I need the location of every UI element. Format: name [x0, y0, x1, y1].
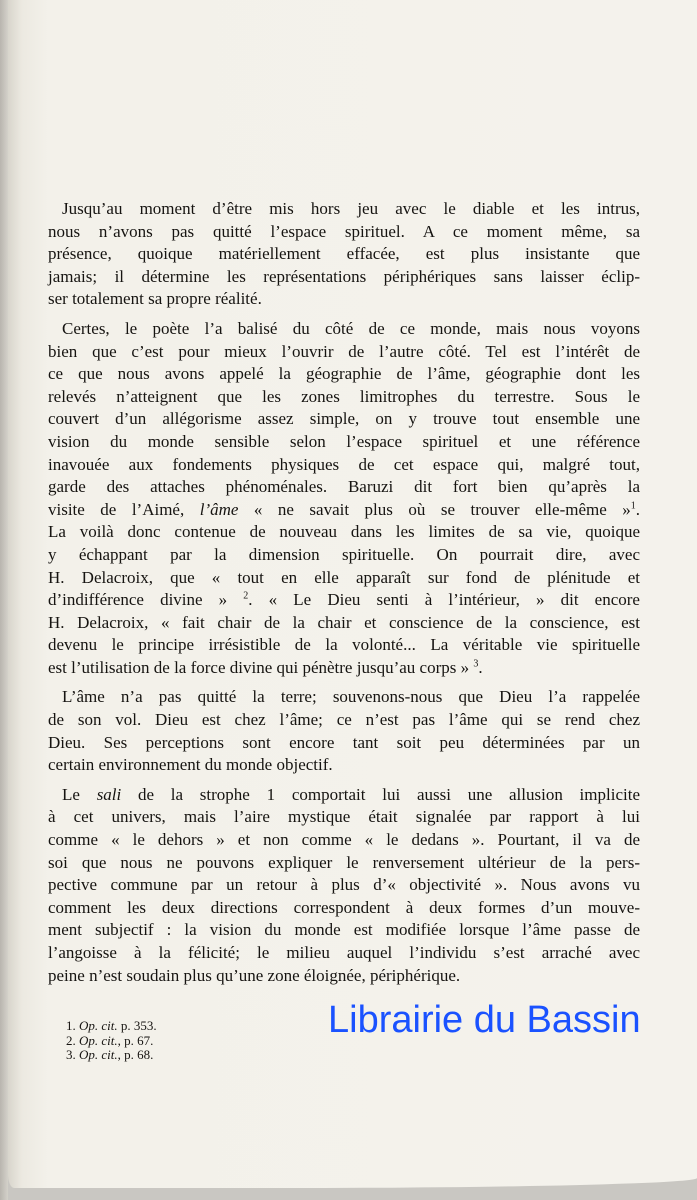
text-line [48, 521, 640, 544]
italic-text: Op. cit. [79, 1047, 118, 1063]
page-edge-shadow [0, 0, 8, 1200]
text-run: Certes, le poète l’a balisé du côté de ce monde, mais nous voyons [62, 318, 640, 338]
text-run: peine n’est soudain plus qu’une zone éloignée, périphérique. [48, 965, 461, 985]
text-line [48, 784, 640, 807]
footnote [66, 1048, 157, 1063]
text-line [48, 454, 640, 477]
paragraph-3 [48, 686, 640, 776]
footnote [66, 1019, 157, 1034]
text-line [48, 341, 640, 364]
text-line [48, 806, 640, 829]
text-run: comme « le dehors » et non comme « le dedans ». Pourtant, il va de [48, 830, 640, 850]
text-run: Le [62, 784, 97, 804]
text-line [48, 221, 640, 244]
text-line [48, 612, 640, 635]
text-run: Dieu. Ses perceptions sont encore tant soit peu déterminées par un [48, 732, 640, 752]
text-line [48, 897, 640, 920]
text-line [48, 476, 640, 499]
footnote-ref: 1 [630, 500, 636, 512]
text-run: nous n’avons pas quitté l’espace spirituel. A ce moment même, sa [48, 221, 640, 241]
text-run: ser totalement sa propre réalité. [48, 289, 262, 309]
text-run: « ne savait plus où se trouver elle-même » [238, 499, 631, 519]
text-line [48, 499, 640, 522]
paragraph-2 [48, 318, 640, 680]
text-run: inavouée aux fondements physiques de cet espace qui, malgré tout, [48, 454, 640, 474]
text-run: de son vol. Dieu est chez l’âme; ce n’est pas l’âme qui se rend chez [48, 710, 640, 730]
text-run: vision du monde sensible selon l’espace spirituel et une référence [48, 431, 640, 451]
text-run: à cet univers, mais l’aire mystique était signalée par rapport à lui [48, 807, 640, 827]
text-line [48, 544, 640, 567]
text-run: . [635, 499, 641, 519]
text-run: certain environnement du monde objectif. [48, 755, 333, 775]
text-run: . « Le Dieu senti à l’intérieur, » dit encore [248, 590, 640, 610]
text-run: 3. [66, 1047, 79, 1063]
text-line [48, 243, 640, 266]
text-run: pective commune par un retour à plus d’« objectivité ». Nous avons vu [48, 875, 640, 895]
text-run: soi que nous ne pouvons expliquer le renversement ultérieur de la pers- [48, 852, 640, 872]
text-line [48, 657, 640, 680]
text-run: couvert d’un allégorisme assez simple, on y trouve tout ensemble une [48, 409, 640, 429]
text-run: 1. [66, 1018, 79, 1033]
text-line [48, 634, 640, 657]
text-line [48, 431, 640, 454]
italic-text: Op. cit. [79, 1032, 118, 1048]
footnotes [66, 1019, 157, 1063]
italic-text: Op. cit. [79, 1018, 118, 1033]
text-run: garde des attaches phénoménales. Baruzi dit fort bien qu’après la [48, 477, 640, 497]
text-run: jamais; il détermine les représentations périphériques sans laisser éclip- [48, 266, 640, 286]
text-line [48, 363, 640, 386]
paragraph-4 [48, 784, 640, 987]
text-line [48, 874, 640, 897]
text-run: l’angoisse à la félicité; le milieu auquel l’individu s’est arraché avec [48, 943, 640, 962]
text-line [48, 942, 640, 965]
text-run: H. Delacroix, que « tout en elle apparaît sur fond de plénitude et [48, 567, 640, 587]
text-line [48, 852, 640, 875]
text-run: p. 353. [117, 1018, 157, 1033]
text-line [48, 732, 640, 755]
text-run: H. Delacroix, « fait chair de la chair et conscience de la conscience, est [48, 612, 640, 632]
text-run: Jusqu’au moment d’être mis hors jeu avec le diable et les intrus, [62, 199, 640, 218]
italic-text: l’âme [199, 499, 239, 519]
text-run: . [478, 657, 483, 677]
text-line [48, 198, 640, 221]
text-run: comment les deux directions correspondent à deux formes d’un mouve- [48, 897, 640, 917]
text-line [48, 318, 640, 341]
text-run: , p. 68. [117, 1047, 154, 1063]
text-run: La voilà donc contenue de nouveau dans les limites de sa vie, quoique [48, 522, 640, 542]
text-run: ment subjectif : la vision du monde est modifiée lorsque l’âme passe de [48, 920, 640, 940]
footnote-ref: 3 [473, 658, 479, 670]
text-run: , p. 67. [117, 1032, 154, 1048]
text-run: 2. [66, 1032, 79, 1048]
paragraph-1 [48, 198, 640, 311]
text-line [48, 408, 640, 431]
body-text [48, 198, 640, 994]
text-line [48, 709, 640, 732]
text-line [48, 266, 640, 289]
text-run: présence, quoique matériellement effacée, est plus insistante que [48, 244, 640, 264]
text-line [48, 919, 640, 942]
text-run: devenu le principe irrésistible de la volonté... La véritable vie spirituelle [48, 635, 640, 655]
italic-text: sali [96, 784, 122, 804]
text-run: y échappant par la dimension spirituelle. On pourrait dire, avec [48, 544, 640, 564]
text-line [48, 386, 640, 409]
text-line [48, 567, 640, 590]
text-run: est l’utilisation de la force divine qui pénètre jusqu’au corps » [48, 657, 474, 677]
text-run: visite de l’Aimé, [48, 499, 200, 519]
text-line [48, 288, 640, 311]
text-line [48, 965, 640, 988]
text-run: de la strophe 1 comportait lui aussi une allusion implicite [121, 784, 640, 804]
text-run: bien que c’est pour mieux l’ouvrir de l’autre côté. Tel est l’intérêt de [48, 341, 640, 361]
text-run: L’âme n’a pas quitté la terre; souvenons-nous que Dieu l’a rappelée [62, 687, 640, 707]
text-run: d’indifférence divine » [48, 590, 244, 610]
footnote-ref: 2 [243, 590, 249, 602]
text-run: ce que nous avons appelé la géographie de l’âme, géographie dont les [48, 364, 640, 384]
footnote [66, 1034, 157, 1049]
watermark-librairie-du-bassin: Librairie du Bassin [328, 999, 641, 1041]
text-line [48, 754, 640, 777]
text-line [48, 589, 640, 612]
text-line [48, 829, 640, 852]
text-line [48, 686, 640, 709]
text-run: relevés n’atteignent que les zones limitrophes du terrestre. Sous le [48, 386, 640, 406]
